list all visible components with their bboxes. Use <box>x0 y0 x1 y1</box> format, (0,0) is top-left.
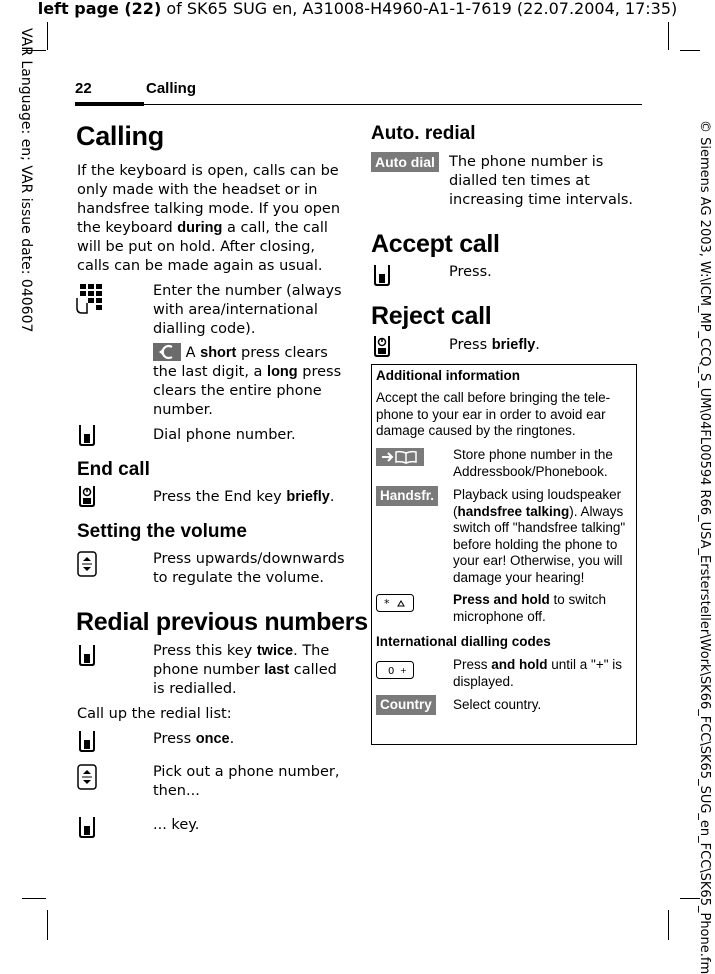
intl-codes-heading: International dialling codes <box>376 634 551 649</box>
clear-key-text: A short press clears the last digit, a long press clears the entire phone number. <box>153 345 342 418</box>
press-once-text: Press once. <box>153 731 235 747</box>
crop-mark <box>680 50 700 51</box>
header-rule-accent <box>75 102 144 106</box>
plus-text: Press and hold until a "+" is displayed. <box>453 657 623 689</box>
end-key-icon <box>372 334 392 358</box>
crop-mark <box>47 22 48 50</box>
call-key-icon <box>77 643 97 667</box>
auto-dial-softkey: Auto dial <box>371 152 439 172</box>
svg-text:+: + <box>400 666 407 675</box>
keypad-icon <box>76 281 108 317</box>
phonebook-softkey-icon <box>376 448 424 466</box>
call-key-icon <box>77 423 97 447</box>
key-text: ... key. <box>153 817 200 833</box>
auto-redial-heading: Auto. redial <box>371 123 476 144</box>
crop-mark <box>22 898 46 899</box>
volume-text: Press upwards/downwards to regulate the volume. <box>153 551 345 586</box>
end-key-icon <box>77 484 97 508</box>
info-intro: Accept the call before bringing the tele- phone to your ear in order to avoid ear damage caused by the ringtones. <box>376 390 611 438</box>
volume-key-icon <box>77 551 97 577</box>
page-section: Calling <box>146 80 197 97</box>
navigation-key-icon <box>77 764 97 790</box>
redial-heading: Redial previous numbers <box>76 608 368 636</box>
country-softkey: Country <box>376 695 436 715</box>
country-text: Select country. <box>453 697 542 712</box>
star-key-icon <box>376 594 414 612</box>
handsfree-text: Playback using loudspeaker (handsfree talking). Always switch off "handsfree talking" before holding the phone to your ear! Otherwise, you will damage your hearing! <box>453 487 626 585</box>
reject-call-text: Press briefly. <box>449 337 540 353</box>
end-call-text: Press the End key briefly. <box>153 489 335 505</box>
auto-dial-text: The phone number is dialled ten times at increasing time intervals. <box>449 154 634 208</box>
mute-text: Press and hold to switch microphone off. <box>453 592 607 624</box>
redial-list-text: Call up the redial list: <box>77 706 232 722</box>
store-text: Store phone number in the Addressbook/Phonebook. <box>453 447 613 479</box>
crop-mark <box>47 910 48 940</box>
handsfree-softkey: Handsfr. <box>376 486 438 506</box>
enter-number-text: Enter the number (always with area/international dialling code). <box>153 283 342 337</box>
crop-mark <box>668 22 669 50</box>
print-header: left page (22) of SK65 SUG en, A31008-H4960-A1-1-7619 (22.07.2004, 17:35) <box>37 0 678 18</box>
pick-out-text: Pick out a phone number, then... <box>153 764 340 799</box>
reject-call-heading: Reject call <box>371 302 492 330</box>
accept-call-text: Press. <box>449 264 492 280</box>
info-heading: Additional information <box>376 368 520 383</box>
page-number: 22 <box>75 80 92 97</box>
call-key-icon <box>372 263 392 287</box>
side-note-right: © Siemens AG 2003, W:\ICM_MP_CCQ_S_UM\04FL00594 R66_USA_Erstersteller\Work\SK66_FCC\SK65_SUG_en_FCC\SK65_Phone.fm <box>697 120 712 974</box>
volume-heading: Setting the volume <box>77 521 247 542</box>
svg-text:0: 0 <box>388 666 395 677</box>
header-rule <box>75 104 642 105</box>
zero-plus-key-icon <box>376 661 414 679</box>
end-call-heading: End call <box>77 459 150 480</box>
svg-text:*: * <box>384 597 390 610</box>
accept-call-heading: Accept call <box>371 230 500 258</box>
dial-text: Dial phone number. <box>153 427 296 443</box>
page-title: Calling <box>76 121 164 151</box>
redial-text: Press this key twice. The phone number last called is redialled. <box>153 643 337 697</box>
call-key-icon <box>77 815 97 839</box>
crop-mark <box>668 910 669 940</box>
call-key-icon <box>77 729 97 753</box>
side-note-left: VAR Language: en; VAR issue date: 040607 <box>18 28 34 333</box>
intro-paragraph: If the keyboard is open, calls can be only made with the headset or in handsfree talking mode. If you open the keyboard during a call, the call will be put on hold. After closing, calls can be made again as usual. <box>77 163 341 274</box>
